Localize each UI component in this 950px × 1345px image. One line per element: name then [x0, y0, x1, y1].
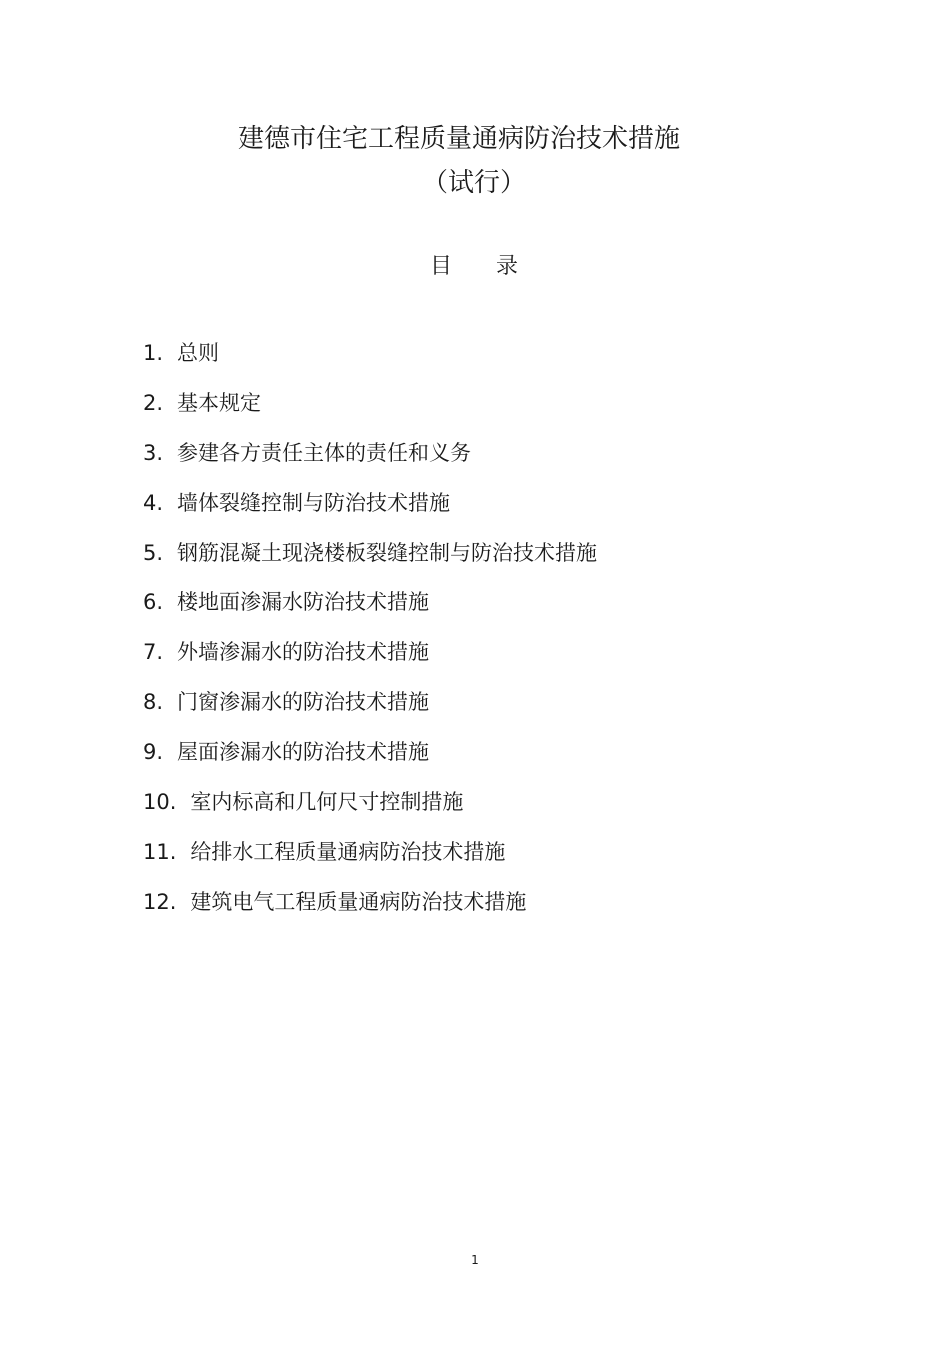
toc-item — [143, 585, 597, 635]
toc-item-number: 3. — [143, 440, 164, 465]
toc-item-label: 基本规定 — [177, 390, 262, 415]
toc-item-number: 9. — [143, 740, 164, 765]
toc-item-label: 给排水工程质量通病防治技术措施 — [190, 839, 506, 864]
document-subtitle: （试行） — [421, 168, 526, 198]
toc-item-number: 7. — [143, 640, 164, 665]
toc-item — [143, 685, 597, 735]
toc-item-label: 外墙渗漏水的防治技术措施 — [177, 640, 430, 665]
toc-item-number: 10. — [143, 790, 177, 815]
toc-item-label: 屋面渗漏水的防治技术措施 — [177, 740, 430, 765]
toc-item-number: 11. — [143, 839, 177, 864]
toc-item — [143, 835, 597, 885]
toc-item-label: 室内标高和几何尺寸控制措施 — [190, 790, 464, 815]
toc-heading: 目 录 — [429, 254, 518, 279]
toc-item-number: 5. — [143, 540, 164, 565]
toc-item-label: 墙体裂缝控制与防治技术措施 — [177, 490, 451, 515]
toc-item — [143, 486, 597, 536]
toc-item-label: 楼地面渗漏水防治技术措施 — [177, 590, 430, 615]
toc-item — [143, 386, 597, 436]
toc-item — [143, 336, 597, 386]
toc-item-label: 总则 — [177, 341, 220, 365]
toc-item — [143, 635, 597, 685]
toc-item — [143, 785, 597, 835]
toc-item-number: 2. — [143, 390, 164, 415]
toc-item-label: 参建各方责任主体的责任和义务 — [177, 440, 472, 465]
toc-item-number: 1. — [143, 341, 164, 365]
toc-item — [143, 885, 597, 935]
toc-item-number: 8. — [143, 690, 164, 715]
toc-item — [143, 436, 597, 486]
toc-item-label: 钢筋混凝土现浇楼板裂缝控制与防治技术措施 — [177, 540, 598, 565]
document-title: 建德市住宅工程质量通病防治技术措施 — [237, 124, 680, 154]
toc-item-number: 12. — [143, 889, 177, 914]
toc-item — [143, 735, 597, 785]
toc-item-number: 6. — [143, 590, 164, 615]
page-number: 1 — [471, 1253, 479, 1267]
toc-item-label: 建筑电气工程质量通病防治技术措施 — [190, 889, 527, 914]
toc-item-label: 门窗渗漏水的防治技术措施 — [177, 690, 430, 715]
toc-item — [143, 536, 597, 586]
table-of-contents — [143, 336, 597, 935]
toc-item-number: 4. — [143, 490, 164, 515]
